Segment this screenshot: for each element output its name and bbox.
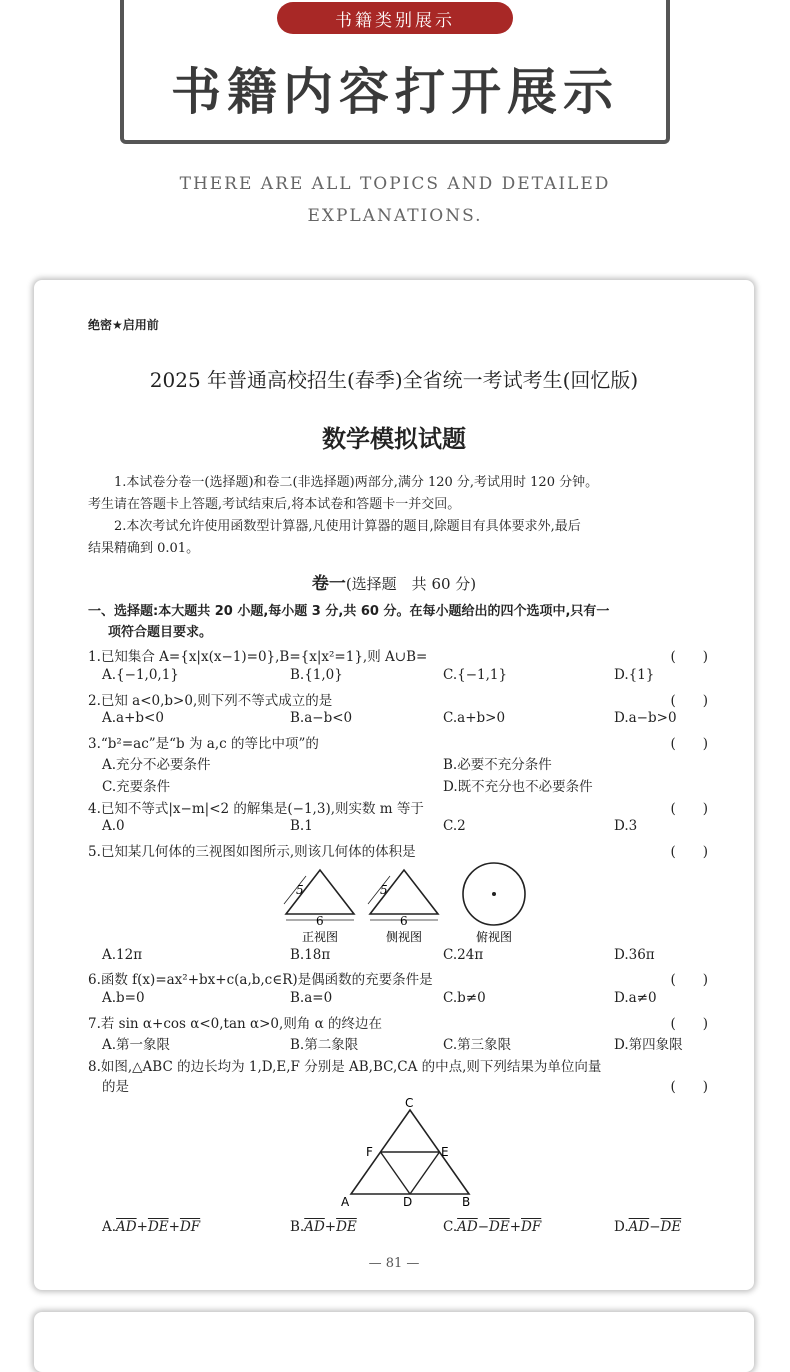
option-c: C.a+b>0 [443, 710, 506, 726]
question-3 [88, 732, 708, 752]
option-b [290, 1219, 357, 1235]
option-d: D.第四象限 [614, 1037, 683, 1053]
option-a: A.充分不必要条件 [102, 757, 211, 773]
option-a: A.a+b<0 [102, 710, 164, 726]
option-b: B.1 [290, 818, 313, 834]
option-d: D.a≠0 [614, 990, 657, 1006]
top-view-label: 俯视图 [476, 930, 513, 944]
operator: + [324, 1219, 337, 1235]
vector-df: $\overline{DF}$ [179, 1219, 201, 1235]
vector-de: $\overline{DE}$ [660, 1219, 682, 1235]
question-2 [88, 689, 708, 709]
option-c: C.{−1,1} [443, 667, 508, 683]
option-prefix: D. [614, 1219, 629, 1235]
operator: + [509, 1219, 522, 1235]
option-a: A.12π [102, 947, 143, 963]
option-d: D.既不充分也不必要条件 [443, 779, 593, 795]
answer-paren: ( ) [670, 1079, 708, 1095]
question-text: 4.已知不等式|x−m|<2 的解集是(−1,3),则实数 m 等于 [88, 801, 424, 817]
front-base-label: 6 [316, 914, 324, 928]
vector-ad: $\overline{AD}$ [116, 1219, 137, 1235]
option-b: B.必要不充分条件 [443, 757, 552, 773]
answer-paren: ( ) [670, 844, 708, 860]
option-b: B.{1,0} [290, 667, 343, 683]
operator: + [168, 1219, 180, 1235]
question-text: 3.“b²=ac”是“b 为 a,c 的等比中项”的 [88, 736, 319, 752]
category-badge: 书籍类别展示 [277, 2, 513, 34]
option-b: B.a−b<0 [290, 710, 353, 726]
part-title-main: 卷一 [311, 574, 346, 594]
question-5 [88, 840, 708, 860]
answer-paren: ( ) [670, 649, 708, 665]
vector-ad: $\overline{AD}$ [628, 1219, 650, 1235]
section-line-a: 一、选择题:本大题共 20 小题,每小题 3 分,共 60 分。在每小题给出的四个选项中,只有一 [88, 604, 610, 619]
option-b: B.18π [290, 947, 331, 963]
option-prefix: B. [290, 1219, 305, 1235]
note-2b: 结果精确到 0.01。 [88, 541, 200, 556]
note-2a: 2.本次考试允许使用函数型计算器,凡使用计算器的题目,除题目有具体要求外,最后 [114, 519, 581, 534]
option-c: C.b≠0 [443, 990, 486, 1006]
note-1a: 1.本试卷分卷一(选择题)和卷二(非选择题)两部分,满分 120 分,考试用时 120 分钟。 [114, 475, 599, 490]
next-book-page [34, 1312, 754, 1372]
option-a: A.0 [102, 818, 125, 834]
point-f-label: F [366, 1145, 373, 1159]
option-d [614, 1219, 681, 1235]
section-line-b: 项符合题目要求。 [108, 625, 213, 640]
question-text: 5.已知某几何体的三视图如图所示,则该几何体的体积是 [88, 844, 416, 860]
option-c: C.充要条件 [102, 779, 171, 795]
option-b: B.第二象限 [290, 1037, 359, 1053]
side-base-label: 6 [400, 914, 408, 928]
part-title-sub: (选择题 共 60 分) [345, 575, 477, 593]
page-number: — 81 — [368, 1256, 420, 1271]
option-a: A.{−1,0,1} [102, 667, 179, 683]
vector-ad: $\overline{AD}$ [304, 1219, 325, 1235]
vector-df: $\overline{DF}$ [521, 1219, 542, 1235]
option-a [102, 1219, 200, 1235]
vector-de: $\overline{DE}$ [336, 1219, 357, 1235]
question-text: 1.已知集合 A={x|x(x−1)=0},B={x|x²=1},则 A∪B= [88, 649, 428, 665]
answer-paren: ( ) [670, 972, 708, 988]
question-6 [88, 968, 708, 988]
front-view [284, 870, 354, 944]
operator: − [649, 1219, 661, 1235]
vertex-a-label: A [341, 1195, 350, 1209]
note-1b: 考生请在答题卡上答题,考试结束后,将本试卷和答题卡一并交回。 [88, 497, 461, 512]
option-d: D.a−b>0 [614, 710, 677, 726]
section-instructions [88, 601, 708, 643]
subject-title: 数学模拟试题 [322, 424, 466, 453]
vector-de: $\overline{DE}$ [147, 1219, 169, 1235]
option-d: D.3 [614, 818, 638, 834]
question-text: 2.已知 a<0,b>0,则下列不等式成立的是 [88, 693, 333, 709]
option-c [443, 1219, 541, 1235]
vector-de: $\overline{DE}$ [489, 1219, 510, 1235]
answer-paren: ( ) [670, 736, 708, 752]
question-1 [88, 645, 708, 665]
question-4 [88, 797, 708, 817]
option-c: C.2 [443, 818, 466, 834]
question-text: 6.函数 f(x)=ax²+bx+c(a,b,c∈R)是偶函数的充要条件是 [88, 972, 433, 988]
question-text-b-row [88, 1075, 708, 1095]
question-7 [88, 1012, 708, 1032]
page-title: 书籍内容打开展示 [171, 62, 619, 121]
option-a: A.b=0 [102, 990, 145, 1006]
answer-paren: ( ) [670, 801, 708, 817]
vertex-b-label: B [462, 1195, 471, 1209]
option-prefix: A. [102, 1219, 117, 1235]
part-title [34, 569, 754, 594]
subtitle-line-2: EXPLANATIONS. [307, 206, 483, 226]
option-c: C.24π [443, 947, 484, 963]
question-8 [88, 1055, 708, 1095]
option-c: C.第三象限 [443, 1037, 512, 1053]
option-d: D.{1} [614, 667, 655, 683]
operator: + [136, 1219, 148, 1235]
question-text-a: 8.如图,△ABC 的边长均为 1,D,E,F 分别是 AB,BC,CA 的中点,则下列结果为单位向量 [88, 1059, 602, 1075]
instructions [88, 472, 708, 560]
vector-ad: $\overline{AD}$ [457, 1219, 478, 1235]
question-text-b: 的是 [102, 1079, 129, 1095]
option-a: A.第一象限 [102, 1037, 171, 1053]
answer-paren: ( ) [670, 1016, 708, 1032]
three-view-figure [280, 862, 540, 946]
question-text: 7.若 sin α+cos α<0,tan α>0,则角 α 的终边在 [88, 1016, 383, 1032]
side-side-label: 5 [380, 883, 388, 897]
side-view [368, 870, 438, 944]
option-b: B.a=0 [290, 990, 333, 1006]
operator: − [477, 1219, 490, 1235]
triangle-figure [335, 1094, 475, 1212]
vertex-c-label: C [405, 1096, 414, 1110]
exam-title: 2025 年普通高校招生(春季)全省统一考试考生(回忆版) [149, 368, 639, 392]
front-side-label: 5 [296, 883, 304, 897]
option-d: D.36π [614, 947, 655, 963]
front-view-label: 正视图 [302, 930, 339, 944]
option-prefix: C. [443, 1219, 458, 1235]
answer-paren: ( ) [670, 693, 708, 709]
subtitle-line-1: THERE ARE ALL TOPICS AND DETAILED [179, 174, 611, 194]
point-e-label: E [441, 1145, 449, 1159]
page-subtitle [0, 168, 790, 232]
side-view-label: 侧视图 [386, 930, 423, 944]
top-view [463, 863, 525, 944]
point-d-label: D [403, 1195, 413, 1209]
secret-label: 绝密★启用前 [88, 318, 159, 332]
